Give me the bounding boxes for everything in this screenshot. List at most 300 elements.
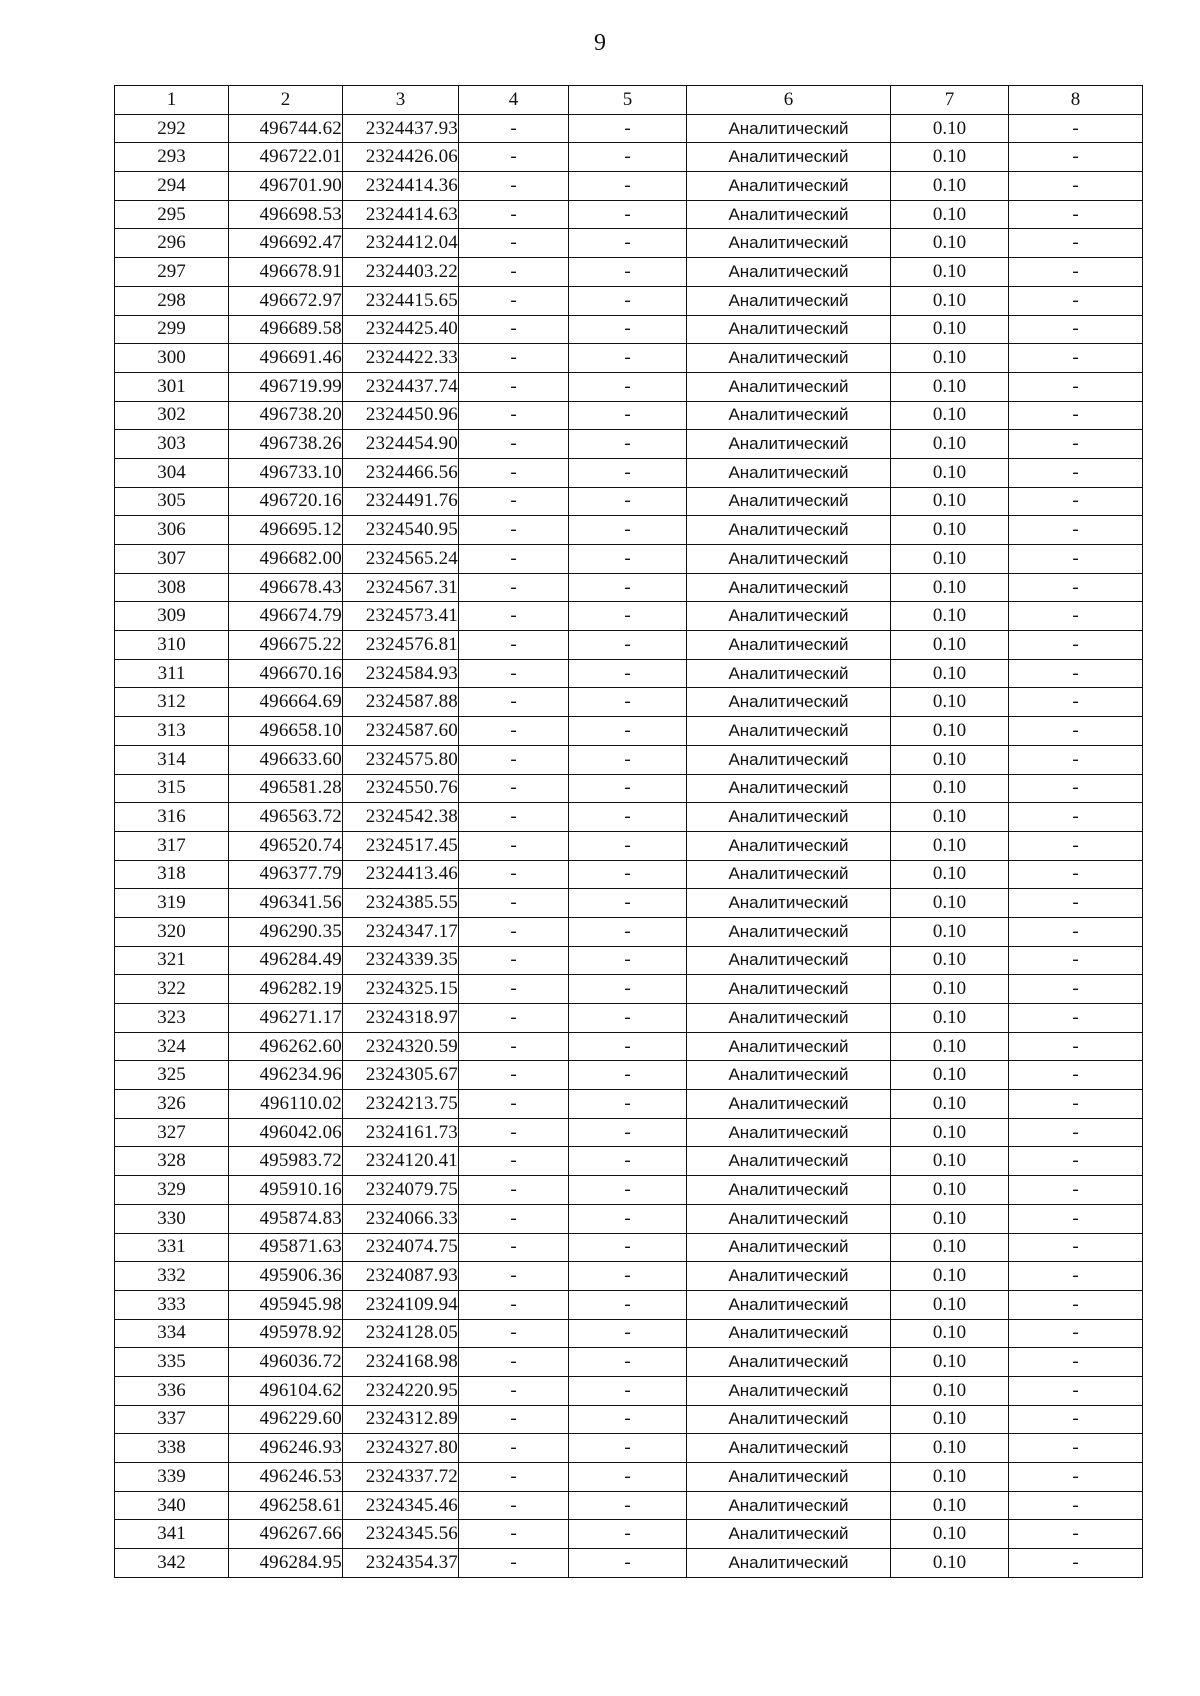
column-8-cell: - <box>1009 889 1143 918</box>
column-5-cell: - <box>569 917 687 946</box>
y-coordinate-cell: 2324587.60 <box>343 717 459 746</box>
point-number-cell: 294 <box>115 172 229 201</box>
column-8-cell: - <box>1009 688 1143 717</box>
method-cell: Аналитический <box>687 602 891 631</box>
table-row <box>115 889 1143 918</box>
table-row <box>115 229 1143 258</box>
column-8-cell: - <box>1009 1147 1143 1176</box>
table-row <box>115 1463 1143 1492</box>
column-header: 1 <box>115 86 229 115</box>
column-8-cell: - <box>1009 1405 1143 1434</box>
y-coordinate-cell: 2324542.38 <box>343 803 459 832</box>
x-coordinate-cell: 496675.22 <box>229 631 343 660</box>
column-4-cell: - <box>459 1491 569 1520</box>
method-cell: Аналитический <box>687 774 891 803</box>
y-coordinate-cell: 2324450.96 <box>343 401 459 430</box>
point-number-cell: 297 <box>115 258 229 287</box>
column-4-cell: - <box>459 229 569 258</box>
column-4-cell: - <box>459 917 569 946</box>
table-row <box>115 659 1143 688</box>
method-cell: Аналитический <box>687 516 891 545</box>
x-coordinate-cell: 496674.79 <box>229 602 343 631</box>
column-5-cell: - <box>569 831 687 860</box>
x-coordinate-cell: 496282.19 <box>229 975 343 1004</box>
accuracy-cell: 0.10 <box>891 200 1009 229</box>
x-coordinate-cell: 496691.46 <box>229 344 343 373</box>
table-row <box>115 1176 1143 1205</box>
x-coordinate-cell: 496258.61 <box>229 1491 343 1520</box>
x-coordinate-cell: 496698.53 <box>229 200 343 229</box>
y-coordinate-cell: 2324573.41 <box>343 602 459 631</box>
column-8-cell: - <box>1009 1434 1143 1463</box>
table-row <box>115 573 1143 602</box>
x-coordinate-cell: 496733.10 <box>229 458 343 487</box>
y-coordinate-cell: 2324517.45 <box>343 831 459 860</box>
method-cell: Аналитический <box>687 114 891 143</box>
column-4-cell: - <box>459 1319 569 1348</box>
column-4-cell: - <box>459 1376 569 1405</box>
page-number: 9 <box>594 30 606 56</box>
method-cell: Аналитический <box>687 545 891 574</box>
column-8-cell: - <box>1009 1290 1143 1319</box>
accuracy-cell: 0.10 <box>891 1348 1009 1377</box>
method-cell: Аналитический <box>687 659 891 688</box>
x-coordinate-cell: 496284.49 <box>229 946 343 975</box>
y-coordinate-cell: 2324120.41 <box>343 1147 459 1176</box>
column-8-cell: - <box>1009 631 1143 660</box>
column-5-cell: - <box>569 1434 687 1463</box>
method-cell: Аналитический <box>687 458 891 487</box>
x-coordinate-cell: 496692.47 <box>229 229 343 258</box>
column-4-cell: - <box>459 1176 569 1205</box>
y-coordinate-cell: 2324540.95 <box>343 516 459 545</box>
column-4-cell: - <box>459 372 569 401</box>
column-5-cell: - <box>569 1491 687 1520</box>
x-coordinate-cell: 496722.01 <box>229 143 343 172</box>
table-row <box>115 1290 1143 1319</box>
point-number-cell: 337 <box>115 1405 229 1434</box>
accuracy-cell: 0.10 <box>891 1090 1009 1119</box>
y-coordinate-cell: 2324576.81 <box>343 631 459 660</box>
table-row <box>115 143 1143 172</box>
point-number-cell: 338 <box>115 1434 229 1463</box>
column-5-cell: - <box>569 1147 687 1176</box>
accuracy-cell: 0.10 <box>891 1463 1009 1492</box>
table-row <box>115 487 1143 516</box>
column-header: 3 <box>343 86 459 115</box>
table-row <box>115 917 1143 946</box>
x-coordinate-cell: 496719.99 <box>229 372 343 401</box>
method-cell: Аналитический <box>687 1376 891 1405</box>
accuracy-cell: 0.10 <box>891 401 1009 430</box>
x-coordinate-cell: 496744.62 <box>229 114 343 143</box>
column-4-cell: - <box>459 430 569 459</box>
column-4-cell: - <box>459 401 569 430</box>
column-8-cell: - <box>1009 1491 1143 1520</box>
point-number-cell: 317 <box>115 831 229 860</box>
column-8-cell: - <box>1009 917 1143 946</box>
y-coordinate-cell: 2324575.80 <box>343 745 459 774</box>
method-cell: Аналитический <box>687 745 891 774</box>
column-header: 6 <box>687 86 891 115</box>
column-4-cell: - <box>459 315 569 344</box>
point-number-cell: 319 <box>115 889 229 918</box>
column-8-cell: - <box>1009 1376 1143 1405</box>
method-cell: Аналитический <box>687 315 891 344</box>
column-5-cell: - <box>569 1090 687 1119</box>
accuracy-cell: 0.10 <box>891 286 1009 315</box>
column-8-cell: - <box>1009 315 1143 344</box>
column-8-cell: - <box>1009 1090 1143 1119</box>
column-4-cell: - <box>459 200 569 229</box>
table-row <box>115 1319 1143 1348</box>
column-5-cell: - <box>569 487 687 516</box>
x-coordinate-cell: 496262.60 <box>229 1032 343 1061</box>
table-row <box>115 1491 1143 1520</box>
accuracy-cell: 0.10 <box>891 774 1009 803</box>
x-coordinate-cell: 496229.60 <box>229 1405 343 1434</box>
point-number-cell: 301 <box>115 372 229 401</box>
y-coordinate-cell: 2324412.04 <box>343 229 459 258</box>
x-coordinate-cell: 496738.26 <box>229 430 343 459</box>
accuracy-cell: 0.10 <box>891 889 1009 918</box>
y-coordinate-cell: 2324415.65 <box>343 286 459 315</box>
x-coordinate-cell: 496042.06 <box>229 1118 343 1147</box>
point-number-cell: 302 <box>115 401 229 430</box>
column-5-cell: - <box>569 745 687 774</box>
accuracy-cell: 0.10 <box>891 1549 1009 1578</box>
method-cell: Аналитический <box>687 172 891 201</box>
column-8-cell: - <box>1009 1549 1143 1578</box>
point-number-cell: 305 <box>115 487 229 516</box>
column-8-cell: - <box>1009 659 1143 688</box>
column-4-cell: - <box>459 1262 569 1291</box>
y-coordinate-cell: 2324318.97 <box>343 1004 459 1033</box>
method-cell: Аналитический <box>687 831 891 860</box>
column-5-cell: - <box>569 631 687 660</box>
column-5-cell: - <box>569 659 687 688</box>
point-number-cell: 339 <box>115 1463 229 1492</box>
column-header: 4 <box>459 86 569 115</box>
y-coordinate-cell: 2324161.73 <box>343 1118 459 1147</box>
point-number-cell: 330 <box>115 1204 229 1233</box>
table-row <box>115 1032 1143 1061</box>
y-coordinate-cell: 2324213.75 <box>343 1090 459 1119</box>
column-4-cell: - <box>459 631 569 660</box>
column-4-cell: - <box>459 803 569 832</box>
column-5-cell: - <box>569 1463 687 1492</box>
column-5-cell: - <box>569 1061 687 1090</box>
method-cell: Аналитический <box>687 573 891 602</box>
column-4-cell: - <box>459 286 569 315</box>
column-4-cell: - <box>459 573 569 602</box>
accuracy-cell: 0.10 <box>891 1233 1009 1262</box>
table-row <box>115 200 1143 229</box>
column-4-cell: - <box>459 545 569 574</box>
y-coordinate-cell: 2324454.90 <box>343 430 459 459</box>
y-coordinate-cell: 2324345.46 <box>343 1491 459 1520</box>
accuracy-cell: 0.10 <box>891 114 1009 143</box>
table-row <box>115 401 1143 430</box>
column-5-cell: - <box>569 1376 687 1405</box>
method-cell: Аналитический <box>687 1147 891 1176</box>
table-row <box>115 258 1143 287</box>
x-coordinate-cell: 496720.16 <box>229 487 343 516</box>
y-coordinate-cell: 2324345.56 <box>343 1520 459 1549</box>
x-coordinate-cell: 496246.93 <box>229 1434 343 1463</box>
y-coordinate-cell: 2324074.75 <box>343 1233 459 1262</box>
x-coordinate-cell: 495906.36 <box>229 1262 343 1291</box>
column-5-cell: - <box>569 143 687 172</box>
column-5-cell: - <box>569 1262 687 1291</box>
y-coordinate-cell: 2324168.98 <box>343 1348 459 1377</box>
point-number-cell: 296 <box>115 229 229 258</box>
method-cell: Аналитический <box>687 1463 891 1492</box>
accuracy-cell: 0.10 <box>891 1176 1009 1205</box>
table-row <box>115 315 1143 344</box>
column-4-cell: - <box>459 745 569 774</box>
y-coordinate-cell: 2324128.05 <box>343 1319 459 1348</box>
y-coordinate-cell: 2324347.17 <box>343 917 459 946</box>
column-8-cell: - <box>1009 1061 1143 1090</box>
point-number-cell: 295 <box>115 200 229 229</box>
x-coordinate-cell: 496664.69 <box>229 688 343 717</box>
column-8-cell: - <box>1009 143 1143 172</box>
method-cell: Аналитический <box>687 200 891 229</box>
point-number-cell: 332 <box>115 1262 229 1291</box>
table-row <box>115 1262 1143 1291</box>
point-number-cell: 326 <box>115 1090 229 1119</box>
accuracy-cell: 0.10 <box>891 1032 1009 1061</box>
accuracy-cell: 0.10 <box>891 458 1009 487</box>
column-4-cell: - <box>459 1290 569 1319</box>
table-row <box>115 631 1143 660</box>
y-coordinate-cell: 2324354.37 <box>343 1549 459 1578</box>
column-header: 8 <box>1009 86 1143 115</box>
column-4-cell: - <box>459 1147 569 1176</box>
point-number-cell: 300 <box>115 344 229 373</box>
column-4-cell: - <box>459 172 569 201</box>
table-row <box>115 803 1143 832</box>
accuracy-cell: 0.10 <box>891 1434 1009 1463</box>
column-8-cell: - <box>1009 430 1143 459</box>
column-8-cell: - <box>1009 946 1143 975</box>
column-5-cell: - <box>569 1549 687 1578</box>
column-4-cell: - <box>459 114 569 143</box>
method-cell: Аналитический <box>687 1118 891 1147</box>
column-5-cell: - <box>569 803 687 832</box>
accuracy-cell: 0.10 <box>891 315 1009 344</box>
column-5-cell: - <box>569 1204 687 1233</box>
column-4-cell: - <box>459 344 569 373</box>
table-row <box>115 688 1143 717</box>
point-number-cell: 323 <box>115 1004 229 1033</box>
method-cell: Аналитический <box>687 1204 891 1233</box>
x-coordinate-cell: 495871.63 <box>229 1233 343 1262</box>
method-cell: Аналитический <box>687 946 891 975</box>
accuracy-cell: 0.10 <box>891 659 1009 688</box>
x-coordinate-cell: 496234.96 <box>229 1061 343 1090</box>
column-5-cell: - <box>569 315 687 344</box>
accuracy-cell: 0.10 <box>891 1118 1009 1147</box>
accuracy-cell: 0.10 <box>891 229 1009 258</box>
column-4-cell: - <box>459 1463 569 1492</box>
table-row <box>115 172 1143 201</box>
accuracy-cell: 0.10 <box>891 1319 1009 1348</box>
method-cell: Аналитический <box>687 1004 891 1033</box>
column-8-cell: - <box>1009 745 1143 774</box>
column-4-cell: - <box>459 717 569 746</box>
column-8-cell: - <box>1009 1463 1143 1492</box>
y-coordinate-cell: 2324385.55 <box>343 889 459 918</box>
method-cell: Аналитический <box>687 487 891 516</box>
column-8-cell: - <box>1009 172 1143 201</box>
table-row <box>115 1520 1143 1549</box>
column-5-cell: - <box>569 1290 687 1319</box>
accuracy-cell: 0.10 <box>891 1004 1009 1033</box>
column-5-cell: - <box>569 1405 687 1434</box>
accuracy-cell: 0.10 <box>891 143 1009 172</box>
accuracy-cell: 0.10 <box>891 1061 1009 1090</box>
table-row <box>115 1348 1143 1377</box>
point-number-cell: 325 <box>115 1061 229 1090</box>
table-row <box>115 1204 1143 1233</box>
y-coordinate-cell: 2324066.33 <box>343 1204 459 1233</box>
column-5-cell: - <box>569 516 687 545</box>
x-coordinate-cell: 496689.58 <box>229 315 343 344</box>
column-8-cell: - <box>1009 372 1143 401</box>
accuracy-cell: 0.10 <box>891 344 1009 373</box>
column-4-cell: - <box>459 1405 569 1434</box>
column-5-cell: - <box>569 372 687 401</box>
accuracy-cell: 0.10 <box>891 1491 1009 1520</box>
column-4-cell: - <box>459 516 569 545</box>
x-coordinate-cell: 496036.72 <box>229 1348 343 1377</box>
coordinates-table <box>114 85 1143 1578</box>
y-coordinate-cell: 2324320.59 <box>343 1032 459 1061</box>
column-5-cell: - <box>569 1233 687 1262</box>
column-8-cell: - <box>1009 1319 1143 1348</box>
x-coordinate-cell: 496110.02 <box>229 1090 343 1119</box>
column-5-cell: - <box>569 286 687 315</box>
table-row <box>115 717 1143 746</box>
column-5-cell: - <box>569 774 687 803</box>
accuracy-cell: 0.10 <box>891 1204 1009 1233</box>
point-number-cell: 310 <box>115 631 229 660</box>
column-5-cell: - <box>569 717 687 746</box>
method-cell: Аналитический <box>687 1090 891 1119</box>
method-cell: Аналитический <box>687 143 891 172</box>
table-row <box>115 774 1143 803</box>
column-8-cell: - <box>1009 1176 1143 1205</box>
column-5-cell: - <box>569 258 687 287</box>
y-coordinate-cell: 2324565.24 <box>343 545 459 574</box>
x-coordinate-cell: 496695.12 <box>229 516 343 545</box>
point-number-cell: 324 <box>115 1032 229 1061</box>
y-coordinate-cell: 2324079.75 <box>343 1176 459 1205</box>
column-5-cell: - <box>569 1176 687 1205</box>
point-number-cell: 306 <box>115 516 229 545</box>
method-cell: Аналитический <box>687 1348 891 1377</box>
y-coordinate-cell: 2324339.35 <box>343 946 459 975</box>
column-8-cell: - <box>1009 774 1143 803</box>
table-row <box>115 516 1143 545</box>
x-coordinate-cell: 496678.91 <box>229 258 343 287</box>
y-coordinate-cell: 2324567.31 <box>343 573 459 602</box>
table-row <box>115 1434 1143 1463</box>
method-cell: Аналитический <box>687 1549 891 1578</box>
x-coordinate-cell: 496678.43 <box>229 573 343 602</box>
y-coordinate-cell: 2324587.88 <box>343 688 459 717</box>
accuracy-cell: 0.10 <box>891 1147 1009 1176</box>
accuracy-cell: 0.10 <box>891 258 1009 287</box>
table-row <box>115 1405 1143 1434</box>
column-4-cell: - <box>459 1233 569 1262</box>
x-coordinate-cell: 496670.16 <box>229 659 343 688</box>
point-number-cell: 333 <box>115 1290 229 1319</box>
column-8-cell: - <box>1009 286 1143 315</box>
column-8-cell: - <box>1009 602 1143 631</box>
x-coordinate-cell: 496658.10 <box>229 717 343 746</box>
x-coordinate-cell: 495945.98 <box>229 1290 343 1319</box>
column-8-cell: - <box>1009 516 1143 545</box>
column-8-cell: - <box>1009 401 1143 430</box>
y-coordinate-cell: 2324312.89 <box>343 1405 459 1434</box>
accuracy-cell: 0.10 <box>891 172 1009 201</box>
table-row <box>115 430 1143 459</box>
point-number-cell: 316 <box>115 803 229 832</box>
point-number-cell: 322 <box>115 975 229 1004</box>
column-8-cell: - <box>1009 860 1143 889</box>
accuracy-cell: 0.10 <box>891 631 1009 660</box>
accuracy-cell: 0.10 <box>891 602 1009 631</box>
point-number-cell: 307 <box>115 545 229 574</box>
column-4-cell: - <box>459 1434 569 1463</box>
y-coordinate-cell: 2324220.95 <box>343 1376 459 1405</box>
column-8-cell: - <box>1009 229 1143 258</box>
column-8-cell: - <box>1009 344 1143 373</box>
method-cell: Аналитический <box>687 889 891 918</box>
column-4-cell: - <box>459 1004 569 1033</box>
column-4-cell: - <box>459 602 569 631</box>
y-coordinate-cell: 2324426.06 <box>343 143 459 172</box>
method-cell: Аналитический <box>687 1290 891 1319</box>
x-coordinate-cell: 496284.95 <box>229 1549 343 1578</box>
point-number-cell: 313 <box>115 717 229 746</box>
column-8-cell: - <box>1009 1348 1143 1377</box>
column-8-cell: - <box>1009 200 1143 229</box>
method-cell: Аналитический <box>687 1520 891 1549</box>
point-number-cell: 314 <box>115 745 229 774</box>
table-row <box>115 344 1143 373</box>
column-5-cell: - <box>569 1520 687 1549</box>
point-number-cell: 318 <box>115 860 229 889</box>
column-5-cell: - <box>569 946 687 975</box>
table-row <box>115 860 1143 889</box>
column-header: 5 <box>569 86 687 115</box>
table-row <box>115 745 1143 774</box>
point-number-cell: 340 <box>115 1491 229 1520</box>
method-cell: Аналитический <box>687 258 891 287</box>
method-cell: Аналитический <box>687 717 891 746</box>
column-8-cell: - <box>1009 803 1143 832</box>
table-row <box>115 1118 1143 1147</box>
column-8-cell: - <box>1009 1520 1143 1549</box>
table-row <box>115 458 1143 487</box>
accuracy-cell: 0.10 <box>891 745 1009 774</box>
point-number-cell: 334 <box>115 1319 229 1348</box>
table-row <box>115 1004 1143 1033</box>
